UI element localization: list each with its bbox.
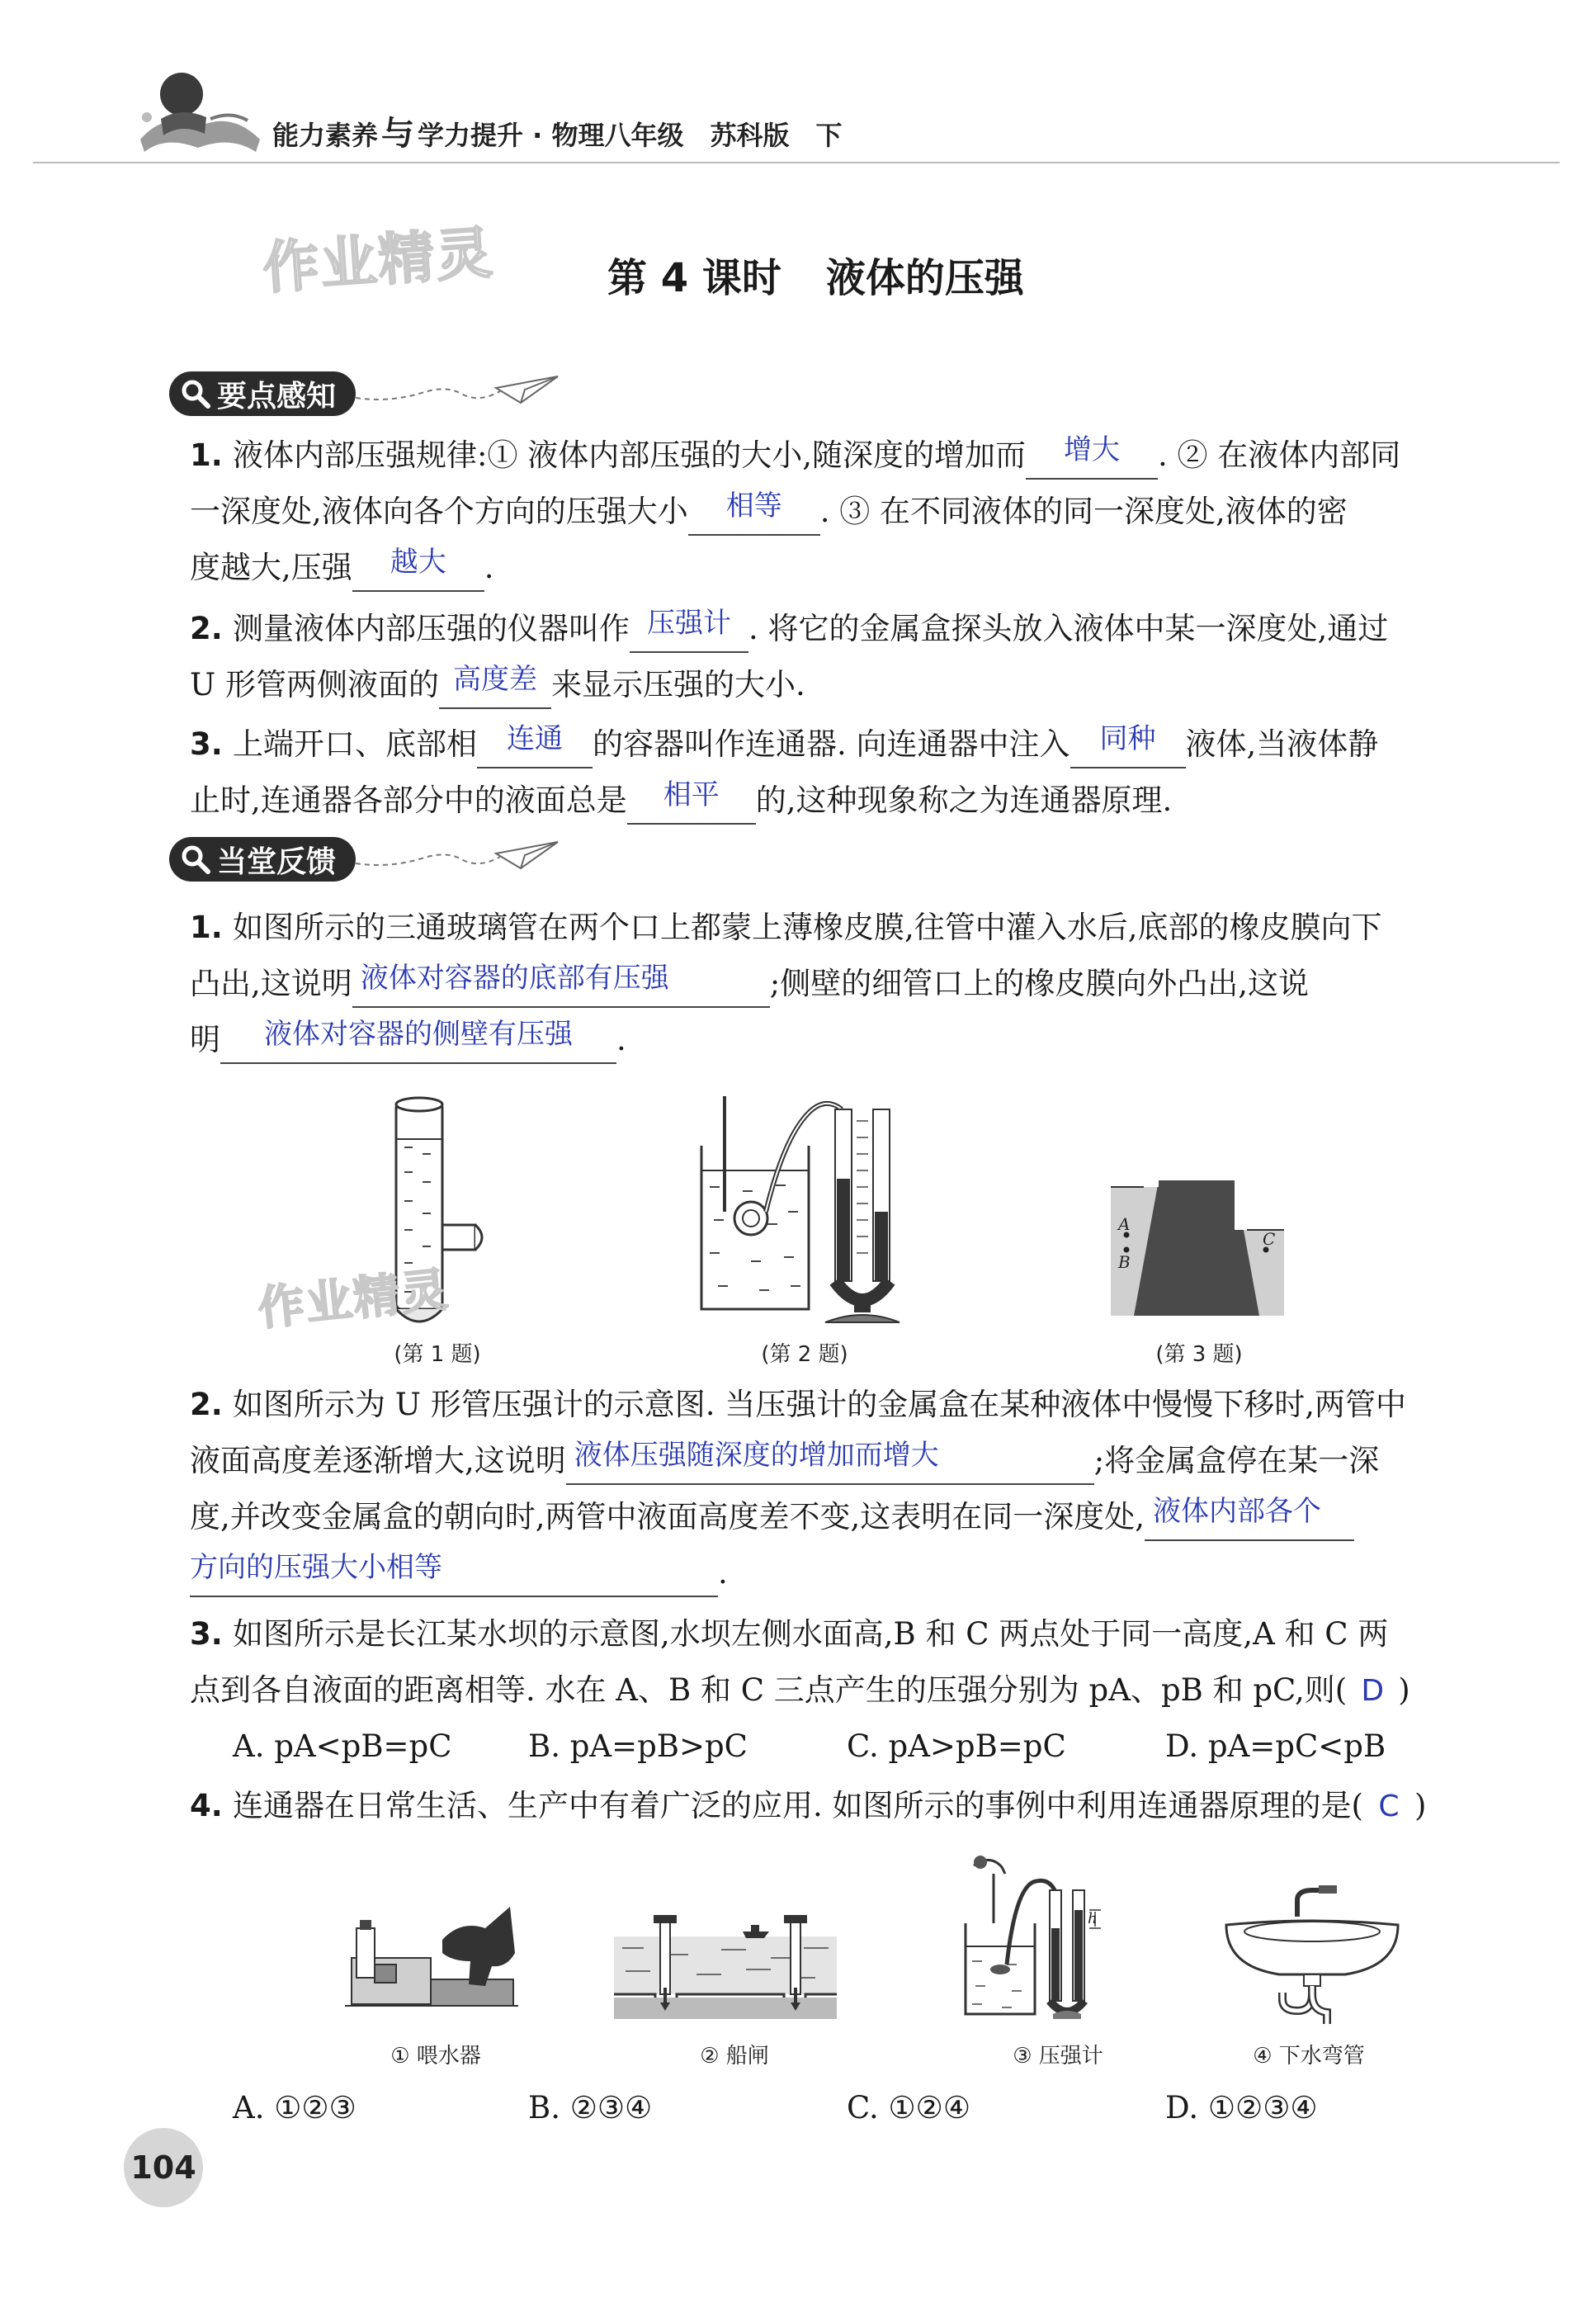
figure-2-pressure-gauge xyxy=(693,1088,908,1327)
fb-q2-blank-1[interactable]: 液体压强随深度的增加而增大 xyxy=(566,1440,1094,1485)
feedback-question-3: 3. 如图所示是长江某水坝的示意图,水坝左侧水面高,B 和 C 两点处于同一高度,A 和 C 两 点到各自液面的距离相等. 水在 A、B 和 C 三点产生的压强分别为 pA、pB 和 pC,则( D ) A. pA<pB=pC B. pA=pB>pC C. pA>pB=pC D. pA=pC<pB xyxy=(190,1606,1510,1775)
feedback-question-4-options xyxy=(190,2080,1510,2136)
figure-4-2-ship-lock xyxy=(614,1912,837,2019)
watermark-figure: 作业精灵 xyxy=(255,1263,452,1336)
fb-q2-blank-2b[interactable]: 方向的压强大小相等 xyxy=(190,1552,718,1597)
figure-4-2-caption: ② 船闸 xyxy=(700,2044,769,2069)
figure-4-1-caption: ① 喂水器 xyxy=(390,2044,481,2069)
magnifier-icon xyxy=(179,843,212,876)
feedback-question-4: 4. 连通器在日常生活、生产中有着广泛的应用. 如图所示的事例中利用连通器原理的是( C ) xyxy=(190,1778,1510,1834)
feedback-question-2: 2. 如图所示为 U 形管压强计的示意图. 当压强计的金属盒在某种液体中慢慢下移时,两管中 液面高度差逐渐增大,这说明 液体压强随深度的增加而增大 ;将金属盒停在某一深 度,并改变金属盒的朝向时,两管中液面高度差不变,这表明在同一深度处, 液体内部各个 方向的压强大小相等 . xyxy=(190,1377,1510,1601)
fb-q3-option-a[interactable]: A. pA<pB=pC xyxy=(233,1728,452,1764)
feedback-question-1: 1. 如图所示的三通玻璃管在两个口上都蒙上薄橡皮膜,往管中灌入水后,底部的橡皮膜向下 凸出,这说明 液体对容器的底部有压强 ;侧壁的细管口上的橡皮膜向外凸出,这说 明 液体对容器的侧壁有压强 . xyxy=(190,900,1510,1068)
fb-q4-option-a[interactable]: A. ①②③ xyxy=(233,2090,357,2125)
magnifier-icon xyxy=(179,377,212,410)
kp-q3-blank-3[interactable]: 相平 xyxy=(627,779,756,825)
fb-q4-option-b[interactable]: B. ②③④ xyxy=(528,2090,653,2125)
page-number: 104 xyxy=(124,2128,203,2207)
figure-4-3-caption: ③ 压强计 xyxy=(1013,2044,1103,2069)
point-b-label: B xyxy=(1118,1252,1131,1272)
fb-q3-option-b[interactable]: B. pA=pB>pC xyxy=(528,1728,748,1764)
kp-q1-blank-3[interactable]: 越大 xyxy=(352,546,484,592)
kp-q3-blank-2[interactable]: 同种 xyxy=(1070,723,1186,768)
section-title: 要点感知 xyxy=(217,379,337,414)
section-title: 当堂反馈 xyxy=(217,844,337,879)
kp-q1-blank-1[interactable]: 增大 xyxy=(1026,434,1158,480)
kp-q1-blank-2[interactable]: 相等 xyxy=(688,490,820,536)
header-logo xyxy=(132,69,268,160)
h-label: h xyxy=(1088,1910,1098,1927)
section-banner-feedback xyxy=(169,835,562,883)
paper-plane-icon xyxy=(356,835,562,883)
fb-q1-blank-1[interactable]: 液体对容器的底部有压强 xyxy=(352,962,770,1008)
figure-4-3-pressure-gauge xyxy=(957,1849,1106,2022)
header-divider xyxy=(33,162,1560,163)
point-a-label: A xyxy=(1118,1214,1131,1234)
kp-question-2: 2. 测量液体内部压强的仪器叫作 压强计 . 将它的金属盒探头放入液体中某一深度处,通过 U 形管两侧液面的 高度差 来显示压强的大小. xyxy=(190,601,1510,713)
section-banner-key-points xyxy=(169,370,562,418)
reading-boy-icon xyxy=(132,69,268,160)
kp-q2-blank-2[interactable]: 高度差 xyxy=(439,664,551,709)
watermark: 作业精灵 xyxy=(261,220,496,302)
fb-q3-answer[interactable]: D xyxy=(1361,1674,1385,1708)
figure-4-1-feeder xyxy=(345,1903,518,2019)
point-c-label: C xyxy=(1263,1229,1276,1249)
kp-q2-blank-1[interactable]: 压强计 xyxy=(630,608,748,653)
fb-q4-answer[interactable]: C xyxy=(1378,1790,1400,1823)
kp-question-1: 1. 液体内部压强规律:① 液体内部压强的大小,随深度的增加而 增大 . ② 在液体内部同 一深度处,液体向各个方向的压强大小 相等 . ③ 在不同液体的同一深度处,液体的密 度越大,压强 越大 . xyxy=(190,428,1510,596)
figure-4-4-caption: ④ 下水弯管 xyxy=(1253,2044,1365,2069)
figure-1-caption: (第 1 题) xyxy=(394,1342,481,1367)
lesson-title: 第 4 课时 液体的压强 xyxy=(607,255,1024,301)
fb-q3-option-c[interactable]: C. pA>pB=pC xyxy=(847,1728,1066,1764)
fb-q1-blank-2[interactable]: 液体对容器的侧壁有压强 xyxy=(220,1019,616,1064)
kp-q3-blank-1[interactable]: 连通 xyxy=(477,723,593,768)
kp-question-3: 3. 上端开口、底部相 连通 的容器叫作连通器. 向连通器中注入 同种 液体,当液体静 止时,连通器各部分中的液面总是 相平 的,这种现象称之为连通器原理. xyxy=(190,716,1510,829)
figure-3-dam xyxy=(1111,1164,1284,1316)
book-title: 能力素养 与 学力提升 · 物理八年级 苏科版 下 xyxy=(272,115,843,153)
fb-q2-blank-2a[interactable]: 液体内部各个 xyxy=(1145,1496,1354,1541)
paper-plane-icon xyxy=(356,370,562,418)
fb-q4-option-d[interactable]: D. ①②③④ xyxy=(1165,2090,1318,2125)
figure-4-4-drain-pipe xyxy=(1221,1884,1403,2024)
figure-3-caption: (第 3 题) xyxy=(1155,1342,1243,1367)
figure-2-caption: (第 2 题) xyxy=(761,1342,848,1367)
fb-q4-option-c[interactable]: C. ①②④ xyxy=(847,2090,971,2125)
fb-q3-option-d[interactable]: D. pA=pC<pB xyxy=(1165,1728,1386,1764)
